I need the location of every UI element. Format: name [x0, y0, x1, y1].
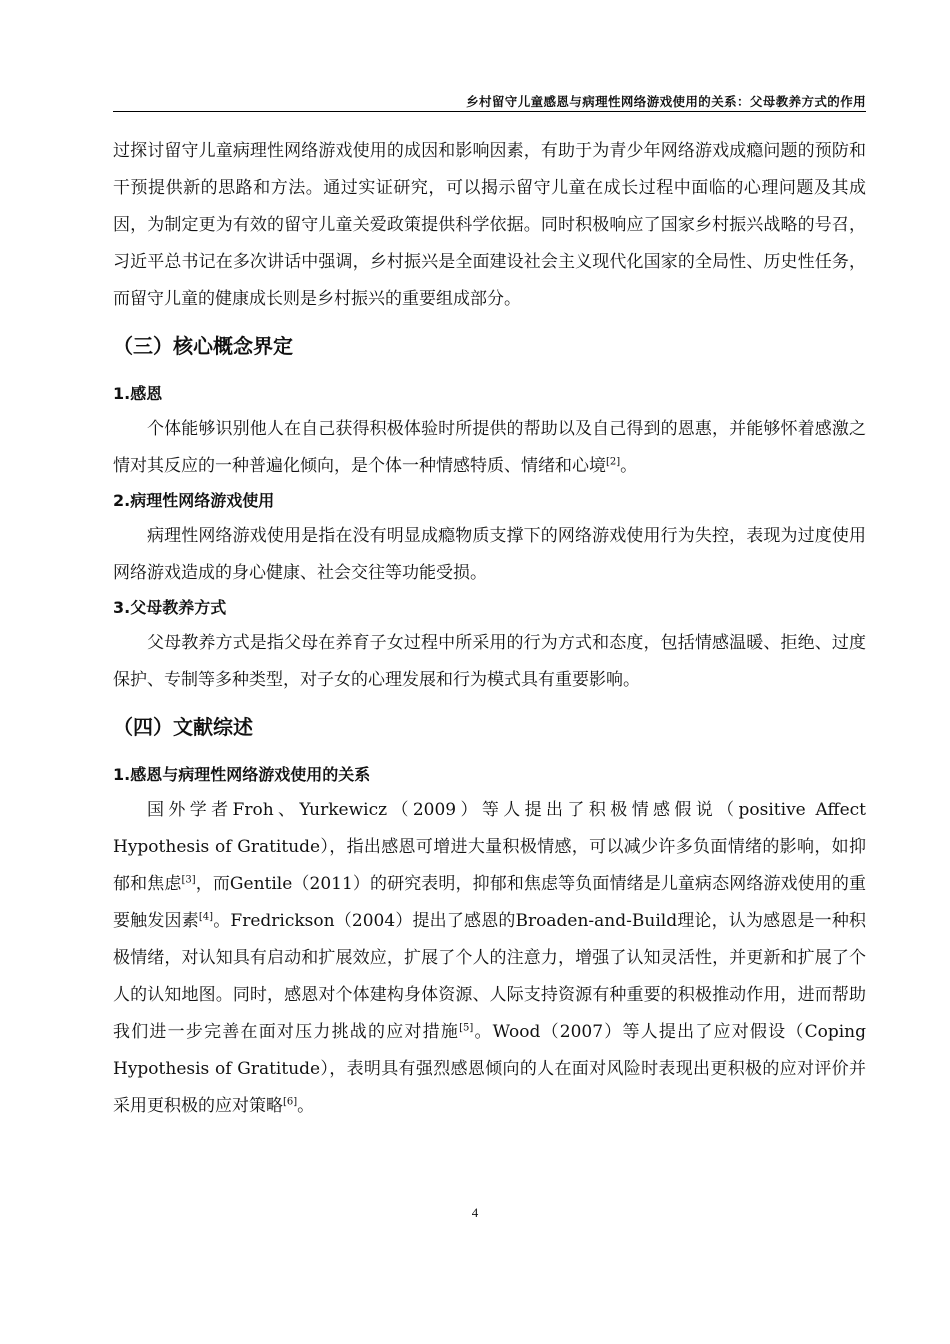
section-heading-core-concepts: （三）核心概念界定 — [113, 334, 293, 358]
gratitude-definition-end: 。 — [620, 456, 638, 476]
page-body — [113, 133, 866, 1125]
subheading-gratitude: 1.感恩 — [113, 384, 163, 403]
intro-paragraph: 过探讨留守儿童病理性网络游戏使用的成因和影响因素，有助于为青少年网络游戏成瘾问题的预防和干预提供新的思路和方法。通过实证研究，可以揭示留守儿童在成长过程中面临的心理问题及其成因，为制定更为有效的留守儿童关爱政策提供科学依据。同时积极响应了国家乡村振兴战略的号召，习近平总书记在多次讲话中强调，乡村振兴是全面建设社会主义现代化国家的全局性、历史性任务，而留守儿童的健康成长则是乡村振兴的重要组成部分。 — [113, 141, 866, 309]
citation-5: [5] — [459, 1022, 474, 1034]
subheading-pathological-gaming: 2.病理性网络游戏使用 — [113, 491, 275, 510]
section-heading-literature-review: （四）文献综述 — [113, 715, 253, 739]
citation-2: [2] — [606, 456, 621, 468]
review-text-4: 。Wood（2007）等人提出了应对假设（Coping Hypothesis of Gratitude），表明具有强烈感恩倾向的人在面对风险时表现出更积极的应对评价并采用更积极的应对策略 — [113, 1022, 867, 1116]
subheading-gratitude-and-gaming: 1.感恩与病理性网络游戏使用的关系 — [113, 765, 371, 784]
page-number: 4 — [471, 1205, 479, 1220]
subheading-parenting-style: 3.父母教养方式 — [113, 598, 227, 617]
review-text-5: 。 — [297, 1096, 315, 1116]
header-rule — [113, 111, 866, 112]
citation-4: [4] — [198, 911, 214, 923]
running-header: 乡村留守儿童感恩与病理性网络游戏使用的关系：父母教养方式的作用 — [466, 94, 866, 109]
review-text-1: 国外学者Froh、Yurkewicz（2009）等人提出了积极情感假说（positive Affect Hypothesis of Gratitude），指出感恩可增进大量积极情感，可以减少许多负面情绪的影响，如抑郁和焦虑 — [113, 800, 866, 894]
gratitude-definition — [113, 411, 866, 485]
review-text-2: ，而Gentile（2011）的研究表明，抑郁和焦虑等负面情绪是儿童病态网络游戏使用的重要触发因素 — [113, 874, 866, 931]
literature-review-paragraph — [113, 792, 866, 1125]
citation-6: [6] — [283, 1096, 298, 1108]
citation-3: [3] — [181, 874, 196, 886]
pathological-gaming-definition: 病理性网络游戏使用是指在没有明显成瘾物质支撑下的网络游戏使用行为失控，表现为过度使用网络游戏造成的身心健康、社会交往等功能受损。 — [113, 526, 866, 583]
parenting-style-definition: 父母教养方式是指父母在养育子女过程中所采用的行为方式和态度，包括情感温暖、拒绝、过度保护、专制等多种类型，对子女的心理发展和行为模式具有重要影响。 — [113, 633, 866, 690]
review-text-3: 。Fredrickson（2004）提出了感恩的Broaden-and-Build理论，认为感恩是一种积极情绪，对认知具有启动和扩展效应，扩展了个人的注意力，增强了认知灵活性，并更新和扩展了个人的认知地图。同时，感恩对个体建构身体资源、人际支持资源有种重要的积极推动作用，进而帮助我们进一步完善在面对压力挑战的应对措施 — [113, 911, 866, 1042]
gratitude-definition-text: 个体能够识别他人在自己获得积极体验时所提供的帮助以及自己得到的恩惠，并能够怀着感激之情对其反应的一种普遍化倾向，是个体一种情感特质、情绪和心境 — [113, 419, 866, 476]
